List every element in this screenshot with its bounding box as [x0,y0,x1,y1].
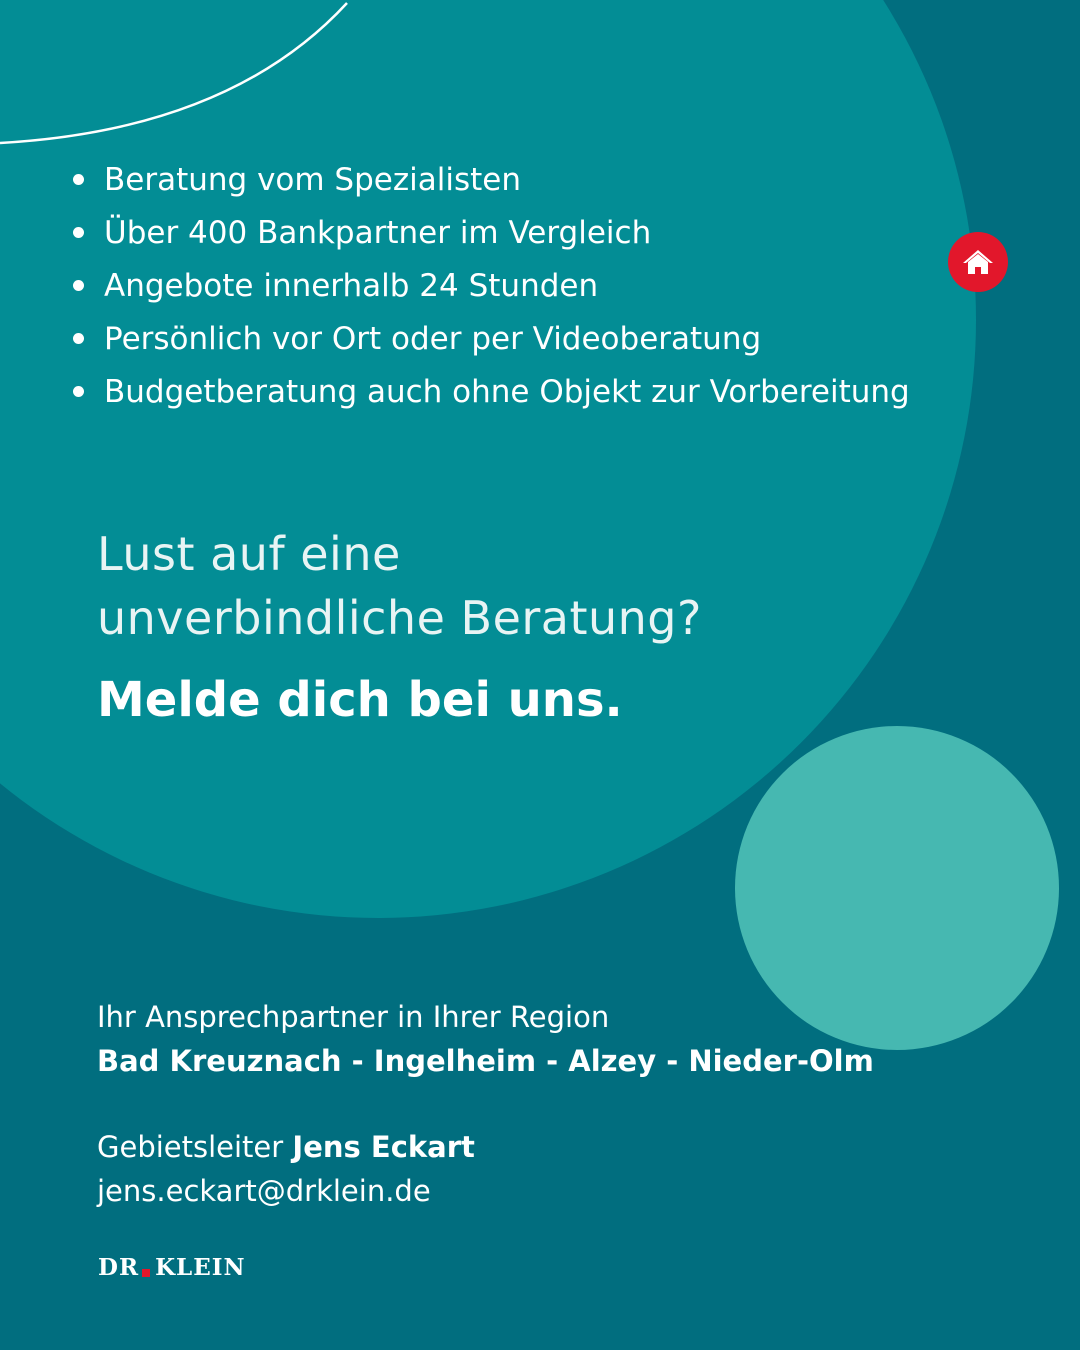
benefit-item [70,154,910,207]
dr-klein-logo [98,1254,246,1281]
home-badge [948,232,1008,292]
benefit-item [70,366,910,419]
cta-line-1: Lust auf eine [97,527,401,581]
contact-person [97,1125,874,1169]
logo-text-left: DR [98,1254,140,1281]
contact-block [97,995,874,1213]
benefit-item [70,207,910,260]
benefit-text: Über 400 Bankpartner im Vergleich [104,215,652,251]
logo-dot [142,1269,150,1277]
bullet-icon [73,333,84,344]
spacer [97,1083,874,1125]
contact-email[interactable]: jens.eckart@drklein.de [97,1174,431,1208]
benefit-text: Angebote innerhalb 24 Stunden [104,268,599,304]
contact-role: Gebietsleiter [97,1130,284,1164]
bullet-icon [73,386,84,397]
bullet-icon [73,280,84,291]
region-label: Ihr Ansprechpartner in Ihrer Region [97,1000,610,1034]
benefit-text: Persönlich vor Ort oder per Videoberatung [104,321,762,357]
benefit-item [70,313,910,366]
cta-line-2: unverbindliche Beratung? [97,591,702,645]
cta-question [97,522,702,650]
home-icon [961,247,995,277]
benefit-item [70,260,910,313]
cta-headline: Melde dich bei uns. [97,672,623,728]
region-list: Bad Kreuznach - Ingelheim - Alzey - Nieder-Olm [97,1044,874,1078]
logo-text-right: KLEIN [155,1254,246,1281]
benefit-text: Budgetberatung auch ohne Objekt zur Vorbereitung [104,374,910,410]
benefits-list [70,154,910,419]
bullet-icon [73,227,84,238]
benefit-text: Beratung vom Spezialisten [104,162,521,198]
bullet-icon [73,174,84,185]
contact-name: Jens Eckart [292,1130,475,1164]
